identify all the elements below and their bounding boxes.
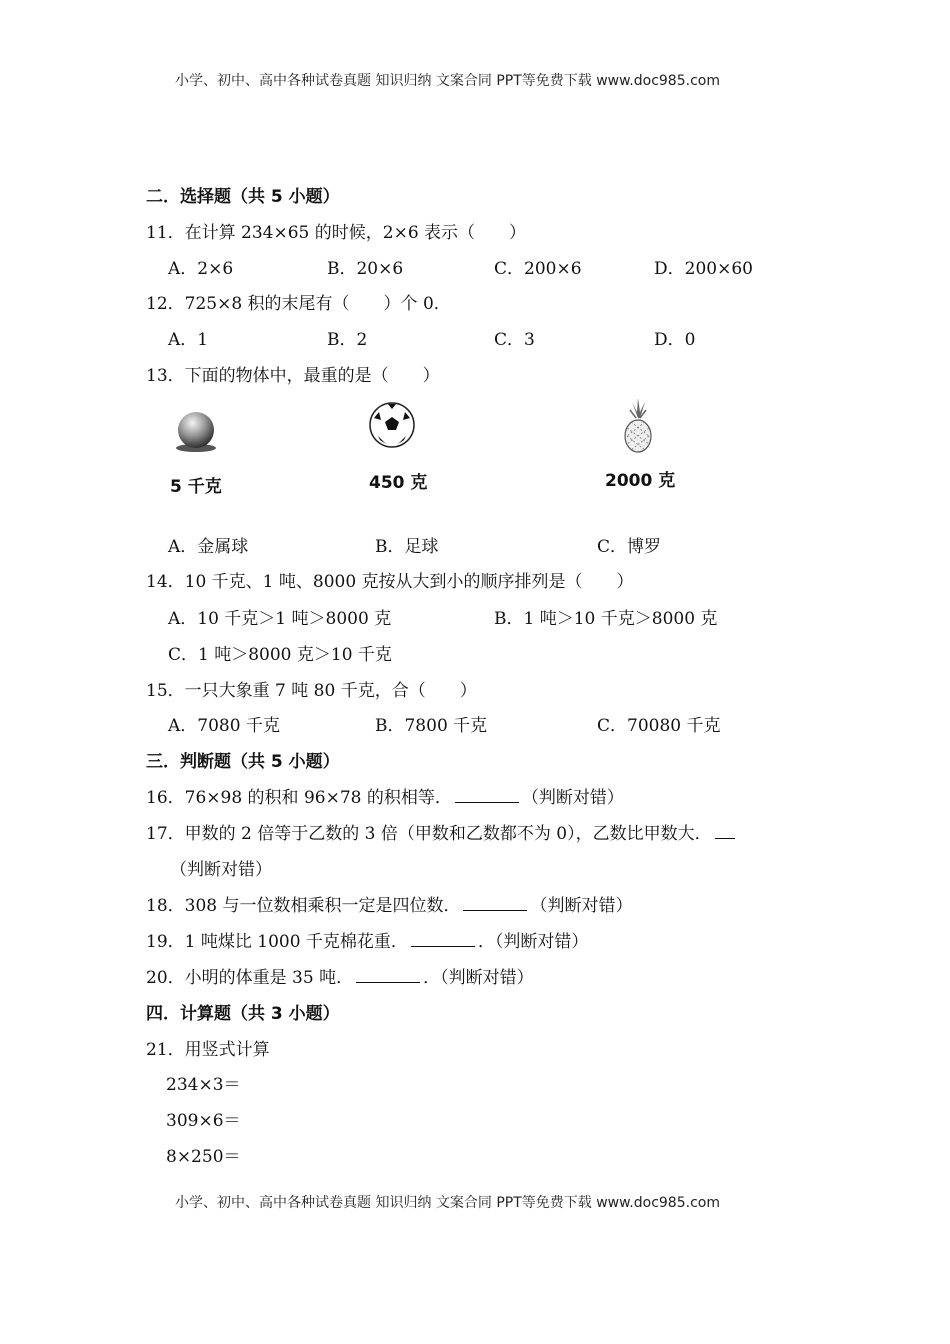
soccer-ball-icon bbox=[366, 400, 418, 450]
q18-answer-blank[interactable] bbox=[463, 894, 527, 911]
q12-option-c: C．3 bbox=[494, 330, 535, 350]
q14-option-c: C．1 吨＞8000 克＞10 千克 bbox=[168, 645, 392, 665]
q16-line bbox=[146, 783, 624, 808]
q13-option-c: C．博罗 bbox=[597, 537, 662, 557]
q21-expression-1: 234×3＝ bbox=[166, 1075, 241, 1095]
q21-expression-2: 309×6＝ bbox=[166, 1111, 241, 1131]
q18-text: 18．308 与一位数相乘积一定是四位数． bbox=[146, 896, 461, 916]
section-choice-title: 二．选择题（共 5 小题） bbox=[146, 187, 340, 207]
q19-suffix: ．（判断对错） bbox=[477, 932, 589, 952]
q11-stem: 11．在计算 234×65 的时候，2×6 表示（ ） bbox=[146, 223, 527, 243]
q18-suffix: （判断对错） bbox=[530, 896, 633, 916]
q16-suffix: （判断对错） bbox=[521, 788, 624, 808]
q13-option-a: A．金属球 bbox=[168, 537, 249, 557]
q17-line bbox=[146, 819, 738, 844]
q12-option-d: D．0 bbox=[654, 330, 696, 350]
q19-text: 19．1 吨煤比 1000 千克棉花重． bbox=[146, 932, 408, 952]
q15-option-a: A．7080 千克 bbox=[168, 716, 280, 736]
q20-answer-blank[interactable] bbox=[356, 966, 420, 983]
q13-image2-label: 450 克 bbox=[369, 473, 428, 493]
q14-stem: 14．10 千克、1 吨、8000 克按从大到小的顺序排列是（ ） bbox=[146, 572, 634, 592]
q12-stem: 12．725×8 积的末尾有（ ）个 0． bbox=[146, 294, 451, 314]
page-header: 小学、初中、高中各种试卷真题 知识归纳 文案合同 PPT等免费下载 www.doc985.com bbox=[175, 73, 720, 89]
page-footer: 小学、初中、高中各种试卷真题 知识归纳 文案合同 PPT等免费下载 www.doc985.com bbox=[175, 1195, 720, 1211]
section-calc-title: 四．计算题（共 3 小题） bbox=[146, 1004, 340, 1024]
q14-option-a: A．10 千克＞1 吨＞8000 克 bbox=[168, 609, 392, 629]
q11-option-b: B．20×6 bbox=[327, 259, 404, 279]
q11-option-c: C．200×6 bbox=[494, 259, 582, 279]
q13-image1-label: 5 千克 bbox=[170, 477, 222, 497]
q15-option-c: C．70080 千克 bbox=[597, 716, 721, 736]
section-judge-title: 三．判断题（共 5 小题） bbox=[146, 752, 340, 772]
q17-suffix: （判断对错） bbox=[170, 860, 272, 880]
q13-image3-label: 2000 克 bbox=[605, 471, 676, 491]
q21-stem: 21．用竖式计算 bbox=[146, 1040, 270, 1060]
q12-option-a: A．1 bbox=[168, 330, 209, 350]
q11-option-d: D．200×60 bbox=[654, 259, 753, 279]
q18-line bbox=[146, 891, 632, 916]
q15-stem: 15．一只大象重 7 吨 80 千克，合（ ） bbox=[146, 681, 477, 701]
q12-option-b: B．2 bbox=[327, 330, 368, 350]
q19-answer-blank[interactable] bbox=[411, 930, 475, 947]
q17-text: 17．甲数的 2 倍等于乙数的 3 倍（甲数和乙数都不为 0），乙数比甲数大． bbox=[146, 824, 712, 844]
q21-expression-3: 8×250＝ bbox=[166, 1147, 241, 1167]
q20-line bbox=[146, 963, 534, 988]
q20-text: 20．小明的体重是 35 吨． bbox=[146, 968, 354, 988]
q19-line bbox=[146, 927, 588, 952]
q20-suffix: ．（判断对错） bbox=[423, 968, 534, 988]
q16-answer-blank[interactable] bbox=[455, 786, 519, 803]
q13-option-b: B．足球 bbox=[375, 537, 439, 557]
q15-option-b: B．7800 千克 bbox=[375, 716, 488, 736]
q11-option-a: A．2×6 bbox=[168, 259, 234, 279]
q14-option-b: B．1 吨＞10 千克＞8000 克 bbox=[494, 609, 718, 629]
q17-answer-blank[interactable] bbox=[715, 822, 735, 839]
metal-ball-icon bbox=[170, 408, 222, 454]
pineapple-icon bbox=[618, 396, 658, 454]
q16-text: 16．76×98 的积和 96×78 的积相等． bbox=[146, 788, 452, 808]
q13-stem: 13．下面的物体中，最重的是（ ） bbox=[146, 366, 440, 386]
